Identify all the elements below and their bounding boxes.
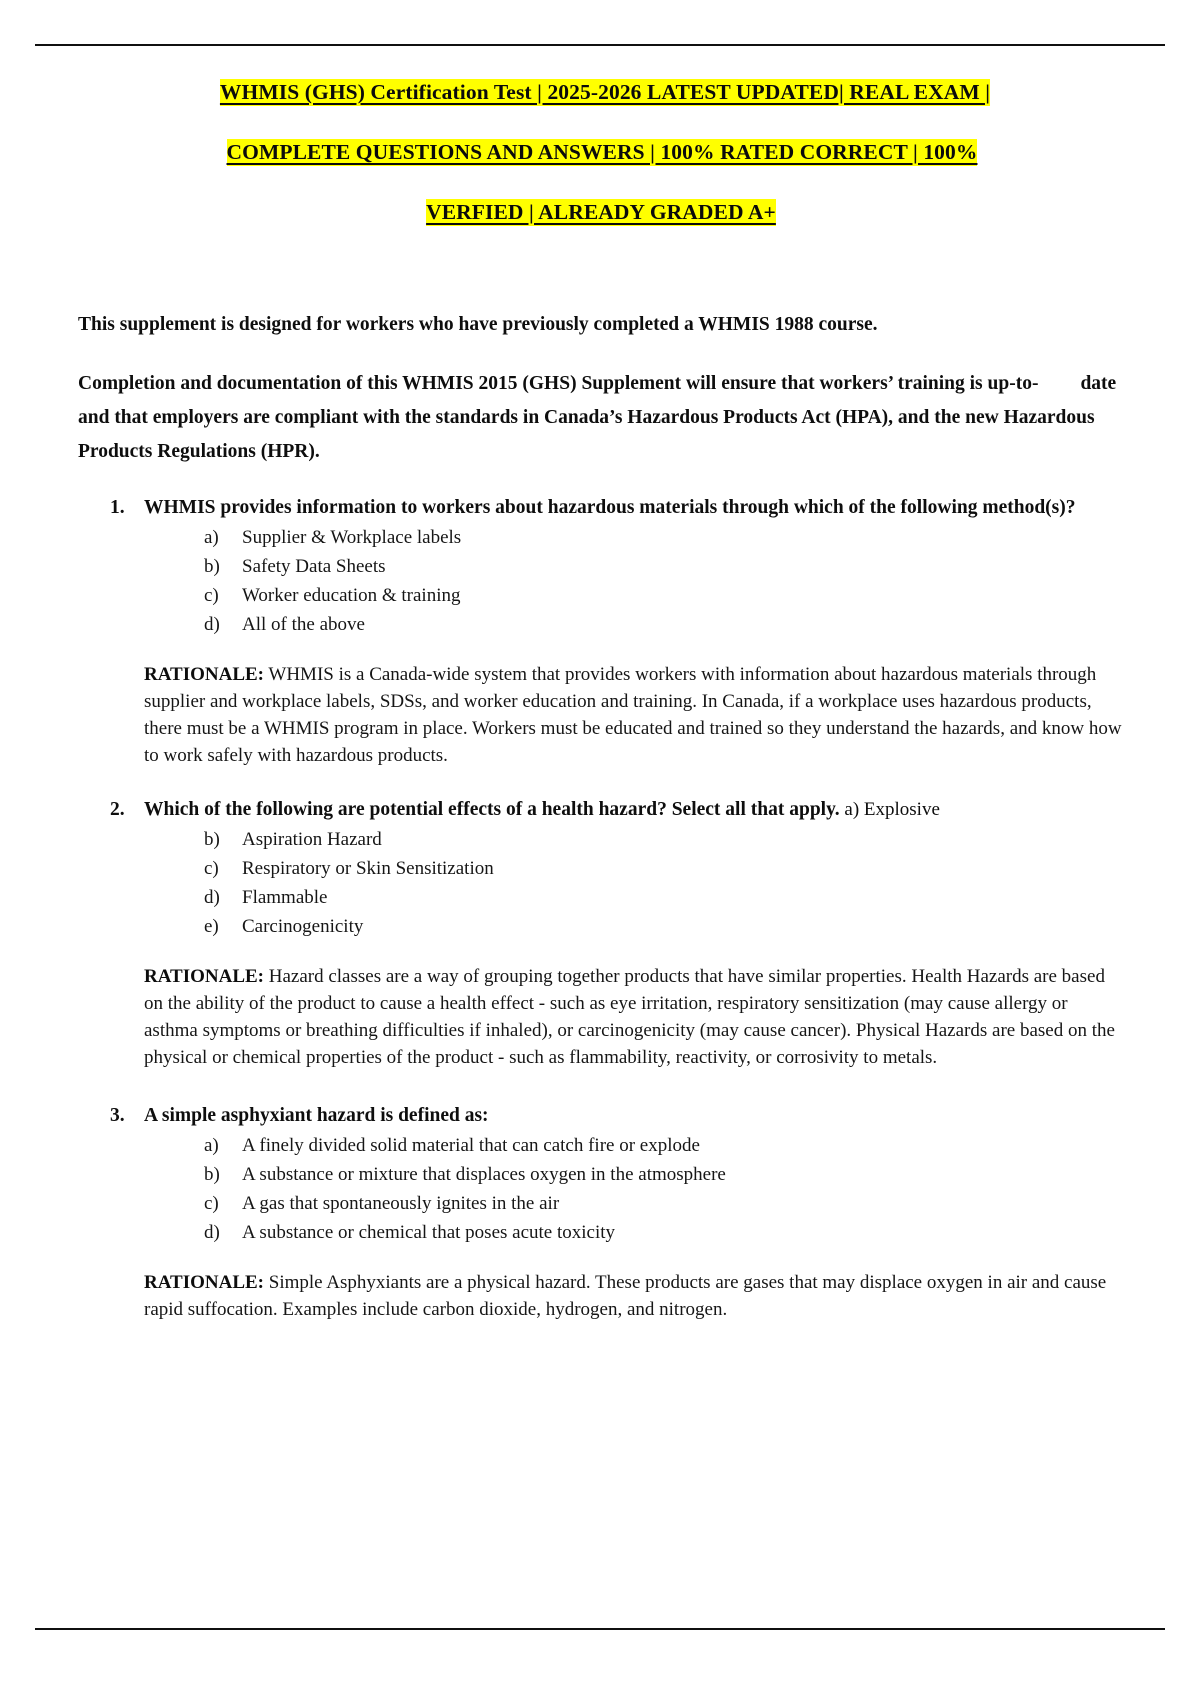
question-item [78,1101,1124,1323]
intro-paragraph-2-part-2: date and that employers are compliant with the standards in Canada’s Hazardous Products Act (HPA), and the new Hazardous Products Regulations (HPR). [78,373,1117,462]
title-line-1 [78,62,1124,122]
question-stem-trailing: a) Explosive [839,799,940,820]
rationale-text: Simple Asphyxiants are a physical hazard. These products are gases that may displace oxygen in air and cause rapid suffocation. Examples include carbon dioxide, hydrogen, and nitrogen. [144,1272,1107,1320]
paragraph-spacer [78,342,1124,367]
document-content [78,62,1124,1323]
option-text: A finely divided solid material that can catch fire or explode [242,1135,700,1156]
rationale [144,963,1124,1071]
option-item[interactable] [204,610,1124,639]
option-label: d) [204,887,220,908]
option-label: c) [204,585,219,606]
option-label: a) [204,1135,219,1156]
question-item [78,795,1124,1071]
document-title-block [78,62,1124,242]
option-text: A gas that spontaneously ignites in the air [242,1193,560,1214]
question-number: 3. [110,1105,125,1126]
header-rule [35,44,1165,46]
page-left-margin [0,0,32,1700]
question-stem [144,493,1124,523]
option-list [144,825,1124,941]
option-text: All of the above [242,614,365,635]
rationale-lead: RATIONALE: [144,664,264,685]
option-text: Aspiration Hazard [242,829,382,850]
option-label: b) [204,829,220,850]
option-item[interactable] [204,1218,1124,1247]
option-text: Respiratory or Skin Sensitization [242,858,494,879]
option-label: d) [204,1222,220,1243]
rationale-text: WHMIS is a Canada-wide system that provides workers with information about hazardous materials through supplier and workplace labels, SDSs, and worker education and training. In Canada, if a workplace uses hazardous products, there must be a WHMIS program in place. Workers must be educated and trained so they understand the hazards, and know how to work safely with hazardous products. [144,664,1122,766]
title-line-3-text: VERFIED | ALREADY GRADED A+ [426,200,776,224]
option-text: Flammable [242,887,328,908]
rationale-text: Hazard classes are a way of grouping together products that have similar properties. Health Hazards are based on the ability of the product to cause a health effect - such as eye irritation, respiratory sensitization (may cause allergy or asthma symptoms or breathing difficulties if inhaled), or carcinogenicity (may cause cancer). Physical Hazards are based on the physical or chemical properties of the product - such as flammability, reactivity, or corrosivity to metals. [144,966,1115,1068]
intro-paragraph-2-part-1: Completion and documentation of this WHMIS 2015 (GHS) Supplement will ensure that workers’ training is up-to- [78,373,1039,394]
option-text: Safety Data Sheets [242,556,386,577]
question-stem [144,1101,1124,1131]
option-list [144,523,1124,639]
question-stem [144,795,1124,825]
intro-paragraph-1: This supplement is designed for workers who have previously completed a WHMIS 1988 course. [78,314,878,335]
question-spacer [78,769,1124,795]
question-number: 1. [110,497,125,518]
title-line-3 [78,182,1124,242]
option-label: e) [204,916,219,937]
question-item [78,493,1124,769]
intro-paragraph-2 [78,367,1124,469]
option-item[interactable] [204,1160,1124,1189]
option-label: a) [204,527,219,548]
option-item[interactable] [204,523,1124,552]
option-list [144,1131,1124,1247]
option-text: A substance or chemical that poses acute toxicity [242,1222,616,1243]
question-number: 2. [110,799,125,820]
option-text: Supplier & Workplace labels [242,527,462,548]
question-stem-text: WHMIS provides information to workers about hazardous materials through which of the following method(s)? [144,497,1076,518]
option-item[interactable] [204,552,1124,581]
option-item[interactable] [204,854,1124,883]
option-item[interactable] [204,883,1124,912]
option-text: Worker education & training [242,585,461,606]
rationale [144,661,1124,769]
option-item[interactable] [204,912,1124,941]
option-label: c) [204,1193,219,1214]
option-item[interactable] [204,1131,1124,1160]
option-label: b) [204,1164,220,1185]
title-line-1-text: WHMIS (GHS) Certification Test | 2025-2026 LATEST UPDATED| REAL EXAM | [219,80,991,104]
option-label: d) [204,614,220,635]
intro-section [78,308,1124,469]
question-stem-text: A simple asphyxiant hazard is defined as: [144,1105,489,1126]
question-stem-text: Which of the following are potential effects of a health hazard? Select all that apply. [144,799,840,820]
rationale-lead: RATIONALE: [144,966,264,987]
option-item[interactable] [204,1189,1124,1218]
title-line-2-text: COMPLETE QUESTIONS AND ANSWERS | 100% RATED CORRECT | 100% [226,140,978,164]
option-text: Carcinogenicity [242,916,364,937]
option-item[interactable] [204,825,1124,854]
rationale [144,1269,1124,1323]
questions-list [78,493,1124,1323]
option-label: b) [204,556,220,577]
footer-rule [35,1628,1165,1630]
rationale-lead: RATIONALE: [144,1272,264,1293]
option-label: c) [204,858,219,879]
question-spacer [78,1071,1124,1101]
option-text: A substance or mixture that displaces oxygen in the atmosphere [242,1164,726,1185]
option-item[interactable] [204,581,1124,610]
title-line-2 [78,122,1124,182]
